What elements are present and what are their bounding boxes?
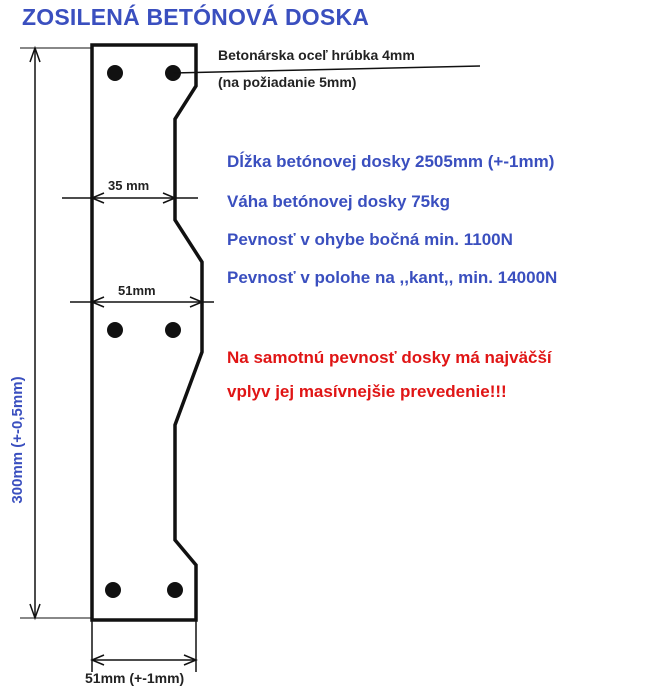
bottom-width-label: 51mm (+-1mm) [85, 670, 185, 686]
rebar-note-line1: Betonárska oceľ hrúbka 4mm [218, 47, 415, 63]
spec-bending-strength: Pevnosť v ohybe bočná min. 1100N [227, 230, 513, 249]
rebar-dot-mid-left [107, 322, 123, 338]
rebar-dot-bottom-left [105, 582, 121, 598]
rebar-dot-top-left [107, 65, 123, 81]
spec-length: Dĺžka betónovej dosky 2505mm (+-1mm) [227, 152, 555, 171]
rebar-dot-mid-right [165, 322, 181, 338]
spec-weight: Váha betónovej dosky 75kg [227, 192, 450, 211]
rebar-note-line2: (na požiadanie 5mm) [218, 74, 357, 90]
warning-line1: Na samotnú pevnosť dosky má najväčší [227, 348, 552, 367]
thick-section-label: 51mm [118, 283, 156, 298]
page-title: ZOSILENÁ BETÓNOVÁ DOSKA [22, 4, 370, 30]
warning-line2: vplyv jej masívnejšie prevedenie!!! [227, 382, 507, 401]
height-dimension-label: 300mm (+-0,5mm) [9, 376, 26, 504]
thin-section-label: 35 mm [108, 178, 150, 193]
rebar-dot-bottom-right [167, 582, 183, 598]
rebar-leader-line [173, 66, 480, 73]
spec-edge-strength: Pevnosť v polohe na ,,kant,, min. 14000N [227, 268, 558, 287]
